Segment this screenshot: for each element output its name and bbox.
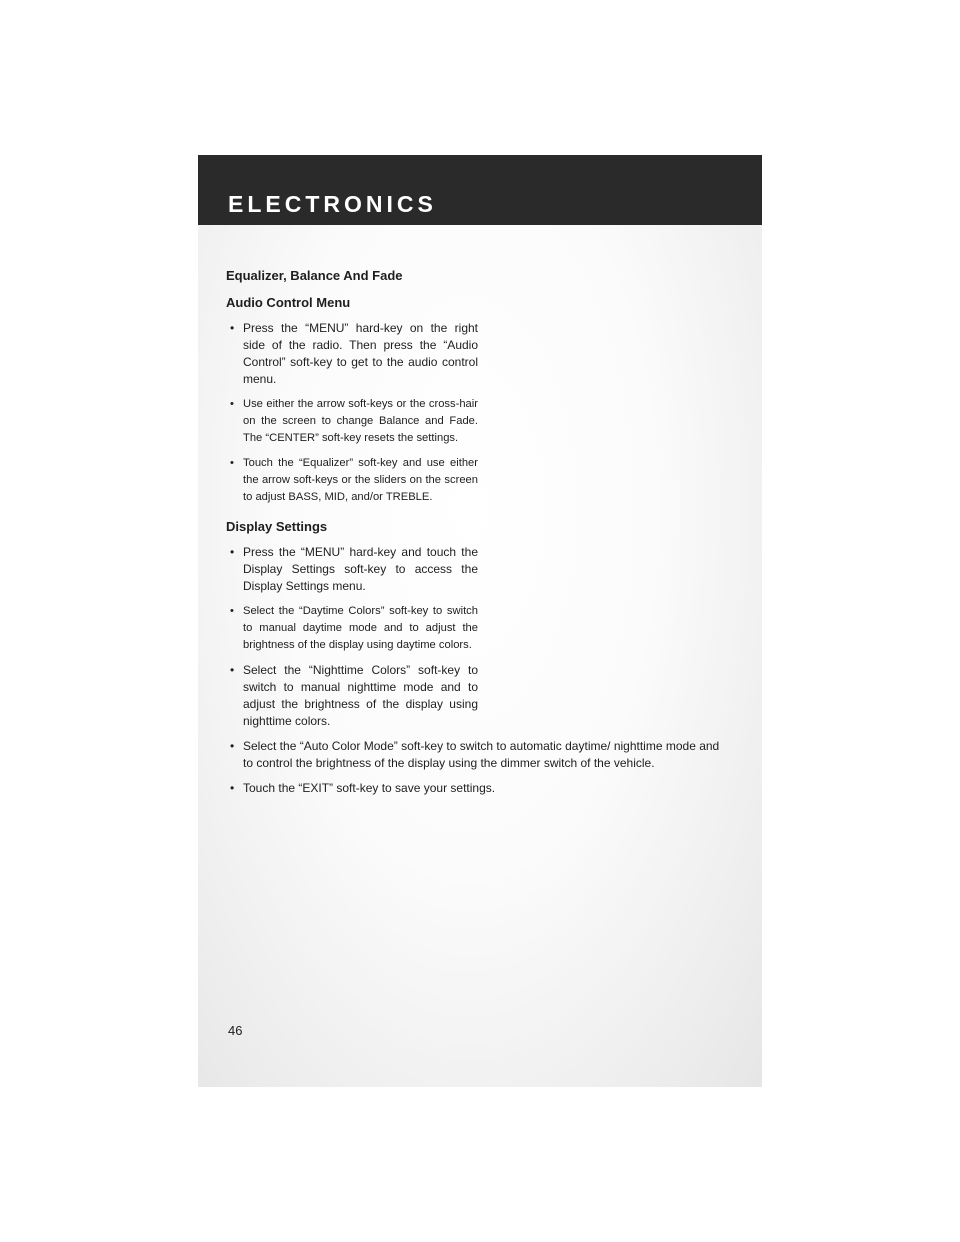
- list-item: • Press the “MENU” hard-key and touch the Display Settings soft-key to access the Display Settings menu.: [230, 545, 478, 593]
- list-item: • Touch the “EXIT” soft-key to save your settings.: [230, 781, 496, 795]
- topic-heading: Equalizer, Balance And Fade: [226, 268, 403, 283]
- audio-control-heading: Audio Control Menu: [226, 295, 351, 310]
- display-settings-list: [226, 544, 726, 797]
- list-item: • Select the “Daytime Colors” soft-key to switch to manual daytime mode and to adjust the brightness of the display using daytime colors.: [230, 605, 478, 651]
- page-content: [226, 267, 726, 805]
- page-number: 46: [228, 1023, 243, 1038]
- list-item: • Touch the “Equalizer” soft-key and use either the arrow soft-keys or the sliders on the screen to adjust BASS, MID, and/or TREBLE.: [230, 457, 478, 503]
- audio-control-list: [226, 320, 726, 506]
- section-title: ELECTRONICS: [228, 191, 437, 217]
- list-item: • Use either the arrow soft-keys or the cross-hair on the screen to change Balance and Fade. The “CENTER” soft-key resets the settings.: [230, 398, 478, 444]
- list-item: • Select the “Auto Color Mode” soft-key to switch to automatic daytime/ nighttime mode and to control the brightness of the display using the dimmer switch of the vehicle.: [230, 739, 720, 770]
- display-settings-heading: Display Settings: [226, 519, 328, 534]
- list-item: • Select the “Nighttime Colors” soft-key to switch to manual nighttime mode and to adjust the brightness of the display using nighttime colors.: [230, 663, 478, 728]
- section-header-band: [198, 155, 762, 225]
- manual-page: [198, 155, 762, 1087]
- list-item: • Press the “MENU” hard-key on the right side of the radio. Then press the “Audio Control” soft-key to get to the audio control menu.: [230, 321, 478, 386]
